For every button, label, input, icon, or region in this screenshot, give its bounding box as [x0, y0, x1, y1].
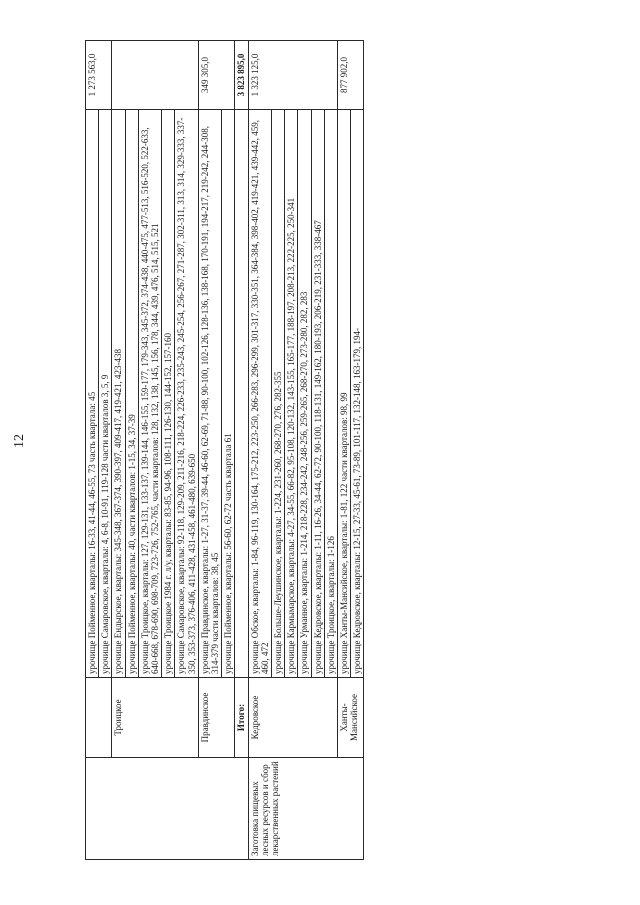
activity-cell: Заготовка пищевых лесных ресурсов и сбор лекарственных растений [248, 758, 364, 860]
tract-cell [235, 110, 248, 678]
area-cell [112, 41, 198, 110]
page-number: 12 [12, 434, 27, 448]
tract-cell: урочище Правдинское, кварталы: 1-27, 31-37, 39-44, 46-60, 62-69, 71-88, 90-100, 102-126, 128-136, 138-168, 170-191, 194-217, 219-242, 244-308, 314-379 части кварталов: 38, 45 [198, 110, 221, 678]
tract-cell: урочище Пойменное, кварталы: 40, части кварталов: 1-15, 34, 37-39 [125, 110, 138, 678]
total-area: 3 823 895,0 [235, 41, 248, 110]
table-row [112, 41, 125, 860]
area-cell: 877 902,0 [338, 41, 364, 110]
area-cell: 1 273 563,0 [86, 41, 112, 110]
district-cell: Правдинское [198, 678, 235, 758]
activity-cell [86, 758, 249, 860]
tract-cell: урочище Обское, кварталы: 1-84, 96-119, 130-164, 175-212, 223-250, 266-283, 296-299, 301-317, 330-351, 364-384, 398-402, 419-421, 439-442, 459, 460, 472 [248, 110, 271, 678]
total-label: Итого: [235, 678, 248, 758]
rotated-sheet [85, 40, 555, 860]
forest-use-table [85, 40, 364, 860]
tract-cell: урочище Самаровское, кварталы: 4, 6-8, 10-91, 119-128 части кварталов 3, 5, 9 [99, 110, 112, 678]
tract-cell: урочище Троицкое, кварталы: 1-126 [324, 110, 337, 678]
table-row [198, 41, 221, 860]
district-cell: Ханты-Мансийское [338, 678, 364, 758]
tract-cell: урочище Больше-Леушинское, кварталы: 1-224, 231-260, 268-270, 276, 282-355 [272, 110, 285, 678]
table-row [248, 41, 271, 860]
tract-cell: урочище Кедровское, кварталы: 1-11, 16-26, 34-44, 62-72, 90-100, 118-131, 149-162, 180-193, 206-219, 231-333, 338-467 [311, 110, 324, 678]
tract-cell: урочище Троицкое, кварталы: 127, 129-131, 133-137, 139-144, 146-155, 159-177, 179-343, 345-372, 374-438, 440-475, 477-513, 516-520, 522-633, 640-668, 678-690, 698-709, 723-726, 752-765, части кварталов: 128, 132, 138, 145, 156, 178, 344, 439, 476, 514, 515, 521 [138, 110, 161, 678]
tract-cell: урочище Самаровское, кварталы: 92-118, 129-209, 211-216, 218-224, 226-233, 235-243, 245-254, 256-267, 271-287, 302-311, 313, 314, 329-333, 337-350, 353-373, 376-406, 411-428, 431-458, 461-480, 639-650 [175, 110, 198, 678]
table-row [338, 41, 351, 860]
tract-cell: урочище Пойменное, кварталы: 56-60, 62-72 часть квартала 61 [222, 110, 235, 678]
tract-cell: урочище Троицкое 1984 г. л/у, кварталы: 83-85, 94-96, 108-111, 126-130, 144-152, 157-160 [162, 110, 175, 678]
tract-cell: урочище Кармымарское, кварталы: 4-27, 34-55, 66-82, 95-108, 120-132, 143-155, 165-177, 188-197, 208-213, 222-225, 250-341 [285, 110, 298, 678]
tract-cell: урочище Кедровское, кварталы: 12-15, 27-33, 45-61, 73-89, 101-117, 132-148, 163-179, 194- [351, 110, 364, 678]
area-cell: 1 323 125,0 [248, 41, 337, 110]
table-row [235, 41, 248, 860]
table-row [86, 41, 99, 860]
district-cell [86, 678, 112, 758]
area-cell: 349 305,0 [198, 41, 235, 110]
tract-cell: урочище Урманное, кварталы: 1-214, 218-228, 234-242, 248-256, 259-265, 268-270, 273-280, 282, 283 [298, 110, 311, 678]
tract-cell: урочище Ендырское, кварталы: 345-348, 367-374, 390-397, 409-417, 419-421, 423-438 [112, 110, 125, 678]
district-cell: Троицкое [112, 678, 198, 758]
tract-cell: урочище Пойменное, кварталы: 16-33, 41-44, 46-55, 73 часть квартала: 45 [86, 110, 99, 678]
tract-cell: урочище Ханты-Мансийское, кварталы: 1-81, 122 части кварталов: 98, 99 [338, 110, 351, 678]
district-cell: Кедровское [248, 678, 337, 758]
